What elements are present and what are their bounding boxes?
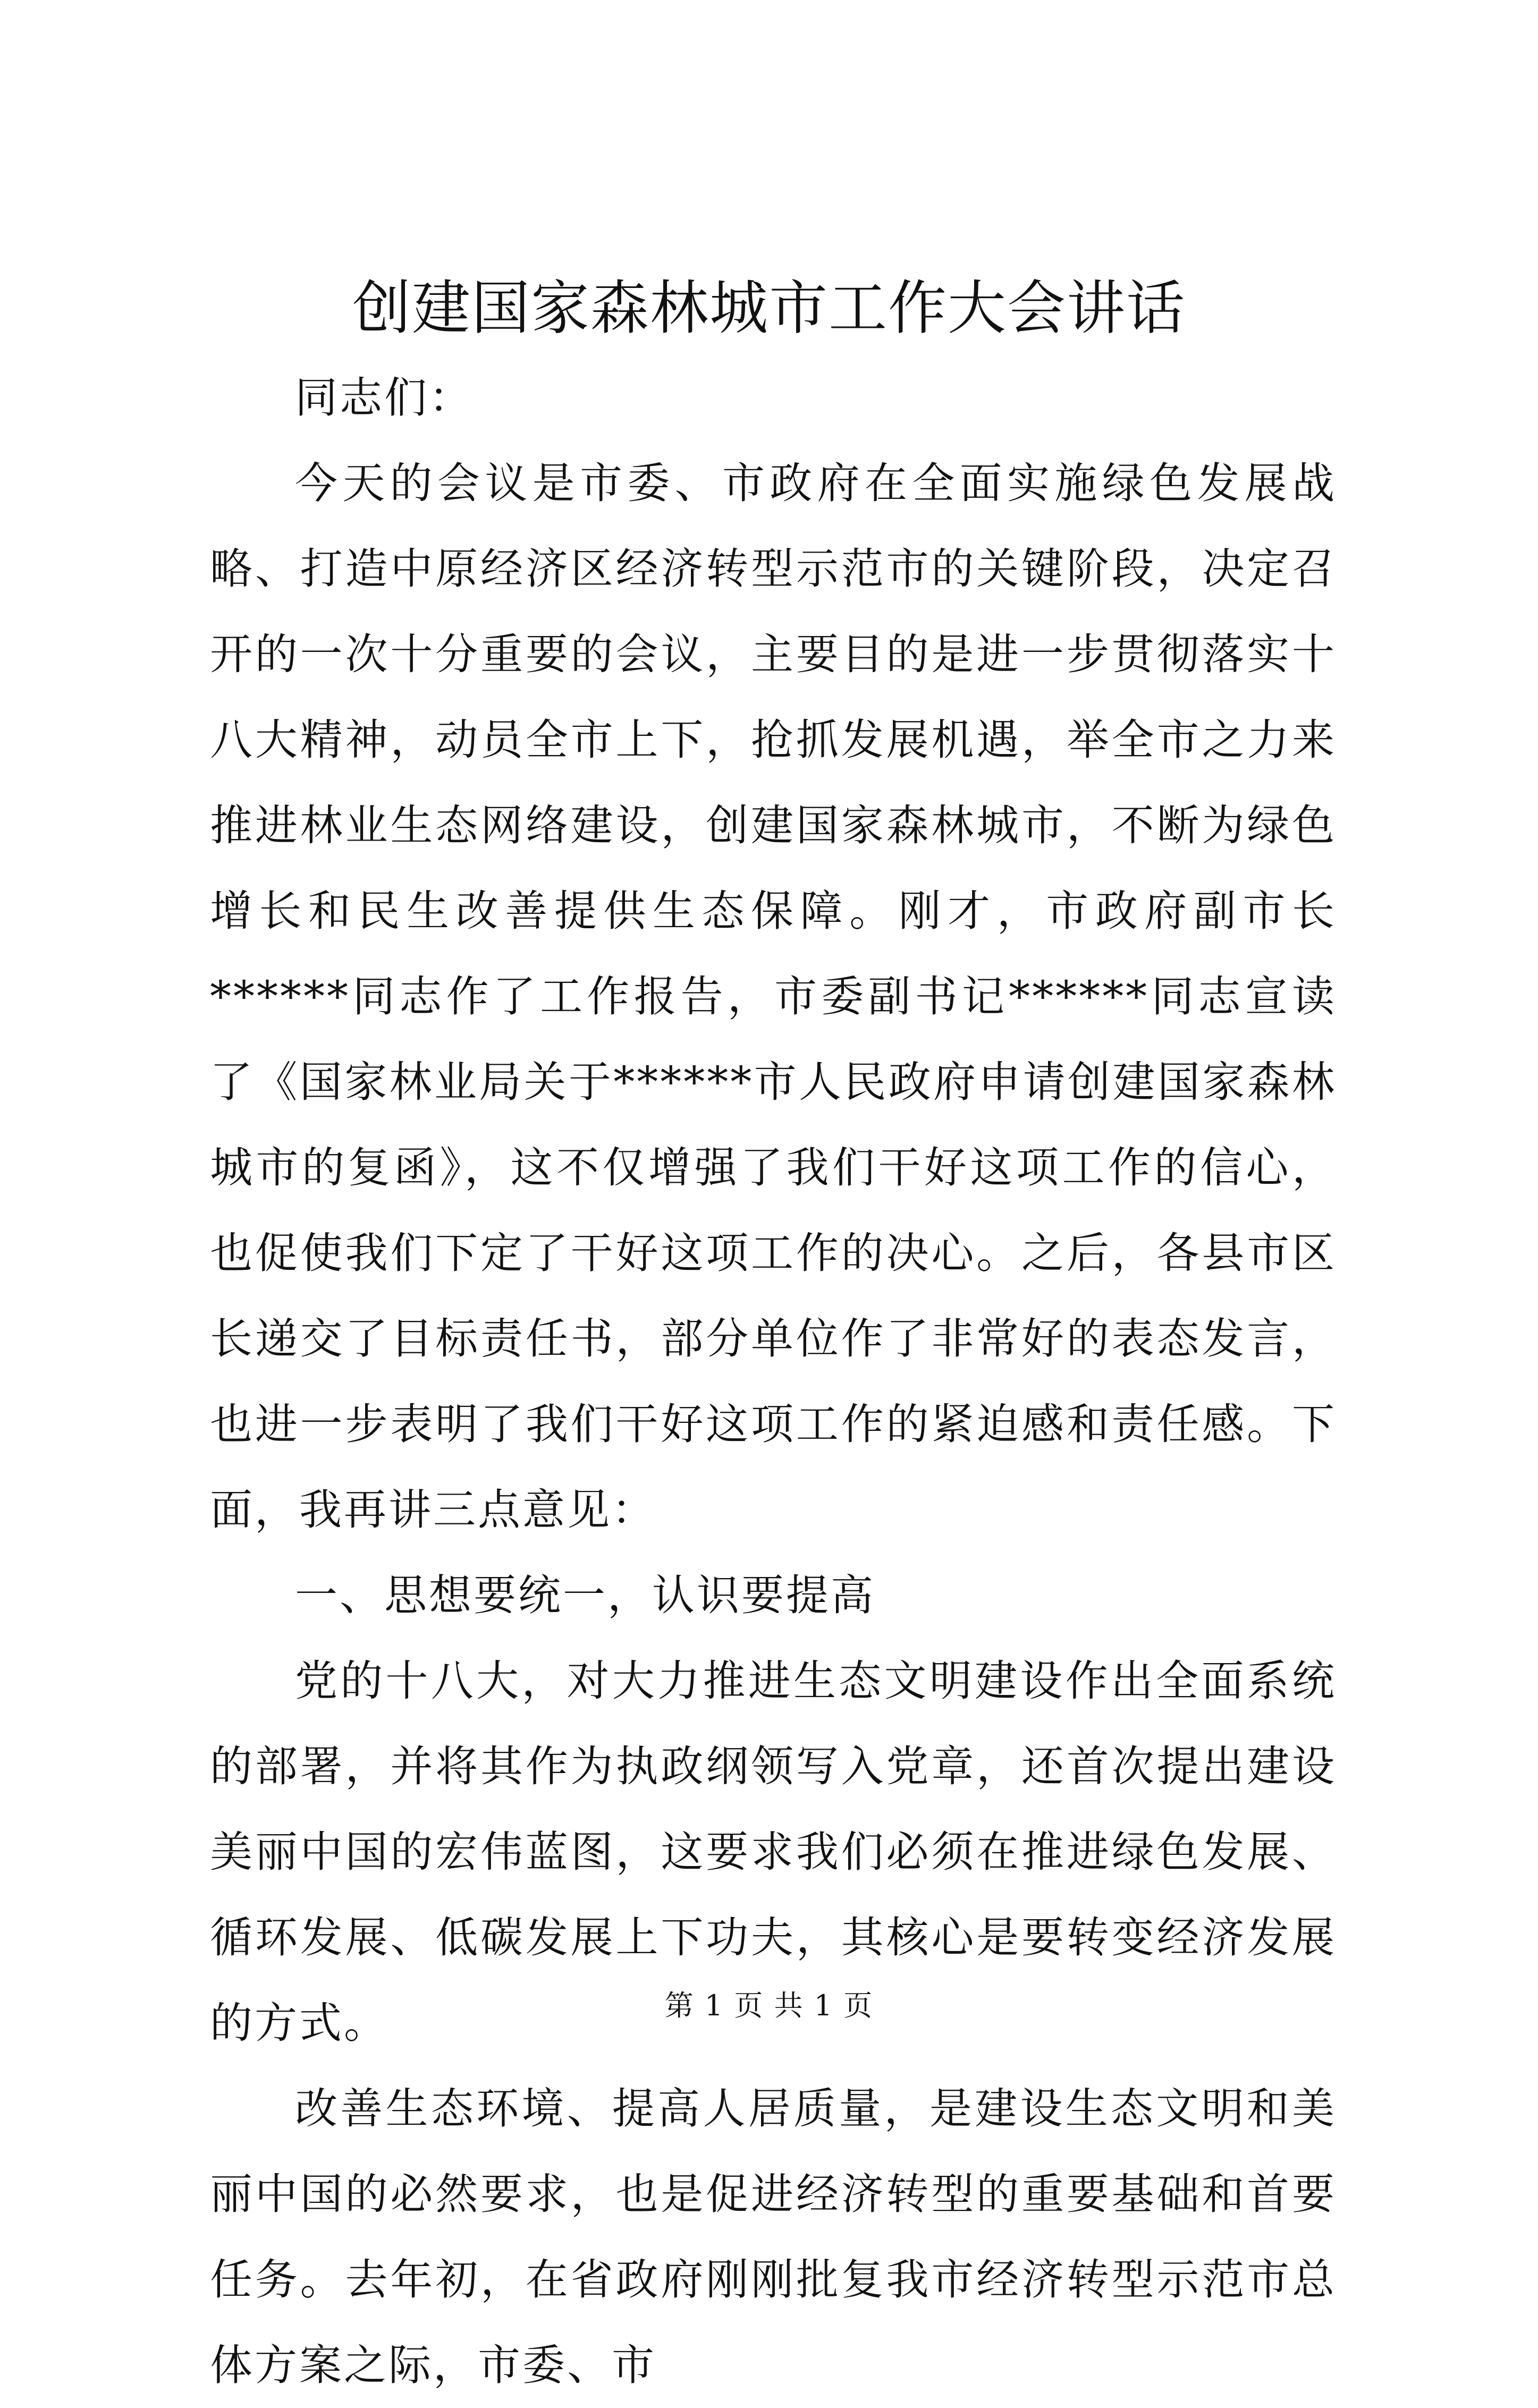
paragraph-1: 党的十八大，对大力推进生态文明建设作出全面系统的部署，并将其作为执政纲领写入党章，还首次提出建设美丽中国的宏伟蓝图，这要求我们必须在推进绿色发展、循环发展、低碳发展上下功夫，其核心是要转变经济发展的方式。	[210, 1656, 1337, 2048]
document-body	[210, 355, 1337, 2408]
salutation: 同志们：	[295, 373, 474, 422]
section-heading-1: 一、思想要统一，认识要提高	[295, 1571, 875, 1620]
page-footer: 第 1 页 共 1 页	[664, 1989, 874, 2022]
paragraph-intro: 今天的会议是市委、市政府在全面实施绿色发展战略、打造中原经济区经济转型示范市的关键阶段，决定召开的一次十分重要的会议，主要目的是进一步贯彻落实十八大精神，动员全市上下，抢抓发展机遇，举全市之力来推进林业生态网络建设，创建国家森林城市，不断为绿色增长和民生改善提供生态保障。刚才，市政府副市长******同志作了工作报告，市委副书记******同志宣读了《国家林业局关于******市人民政府申请创建国家森林城市的复函》，这不仅增强了我们干好这项工作的信心，也促使我们下定了干好这项工作的决心。之后，各县市区长递交了目标责任书，部分单位作了非常好的表态发言，也进一步表明了我们干好这项工作的紧迫感和责任感。下面，我再讲三点意见：	[210, 459, 1337, 1534]
document-title: 创建国家森林城市工作大会讲话	[352, 274, 1186, 342]
paragraph-2: 改善生态环境、提高人居质量，是建设生态文明和美丽中国的必然要求，也是促进经济转型的重要基础和首要任务。去年初，在省政府刚刚批复我市经济转型示范市总体方案之际，市委、市	[210, 2084, 1337, 2390]
